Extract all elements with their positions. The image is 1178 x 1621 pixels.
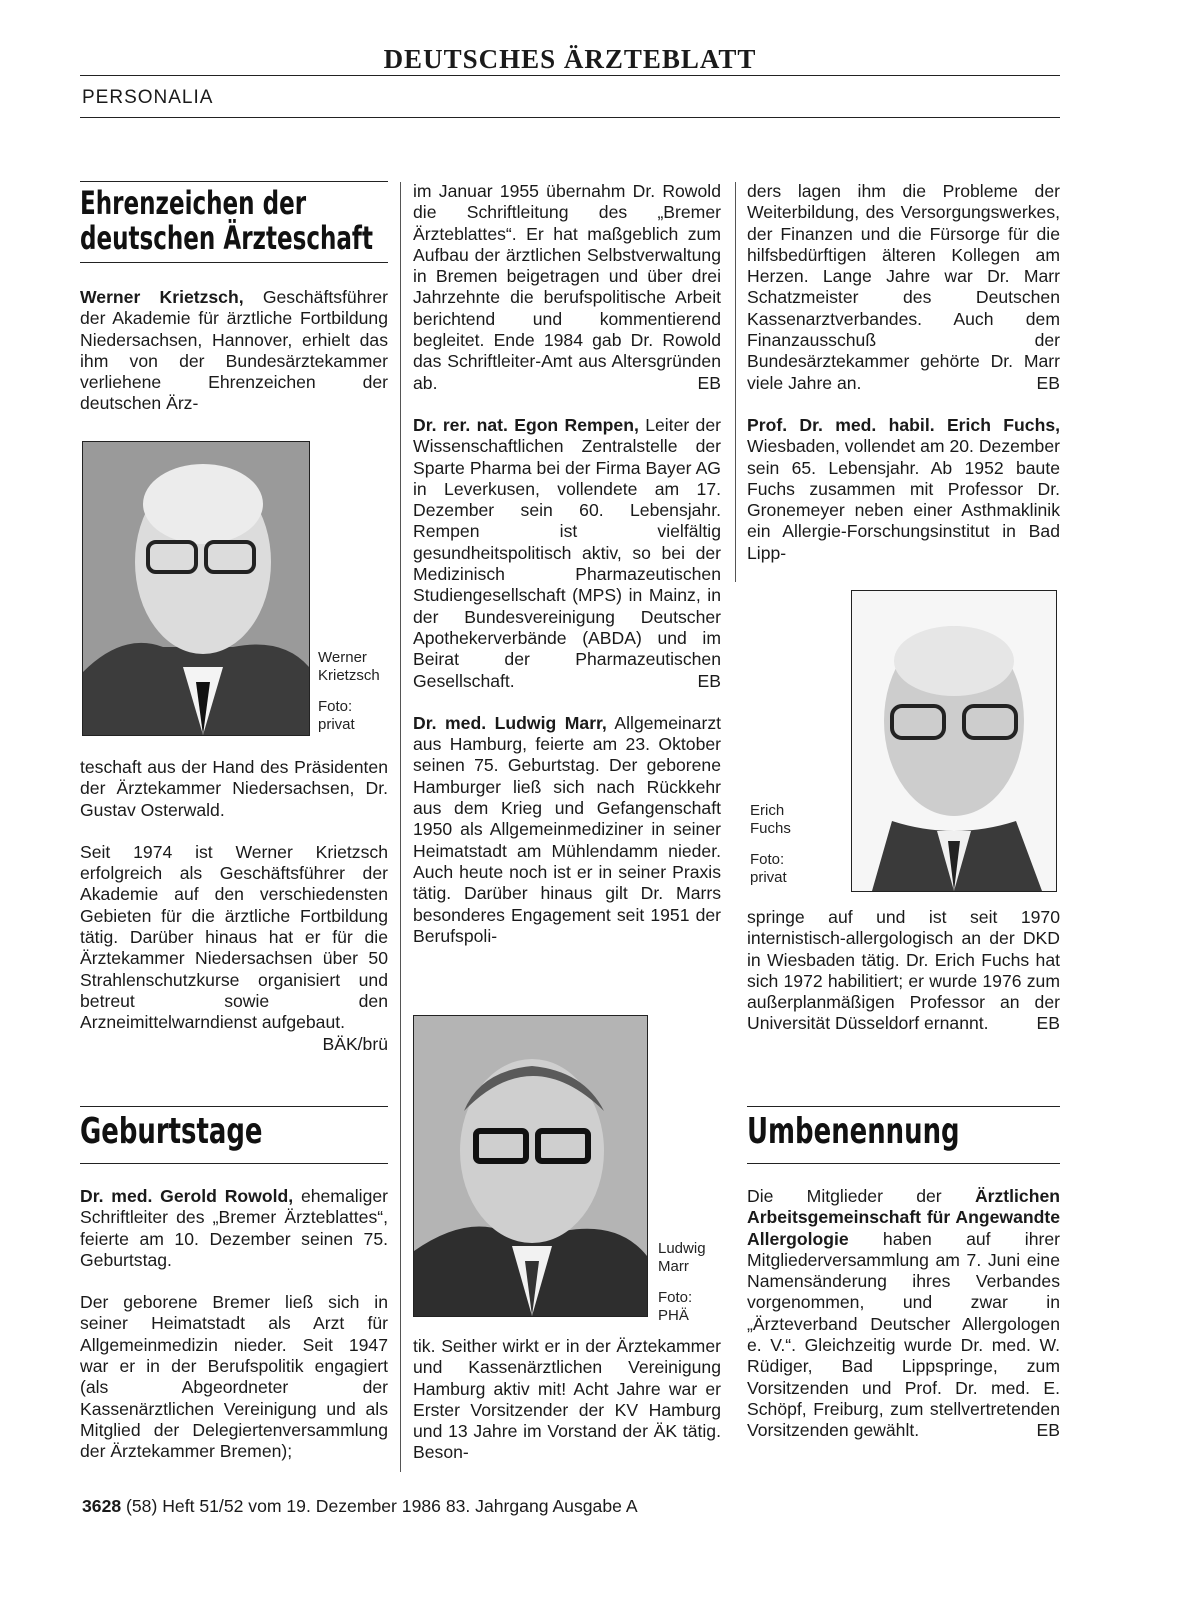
article-title-umbenennung: Umbenennung [747,1111,960,1152]
photo-caption-fuchs: Erich Fuchs Foto: privat [750,802,791,886]
headline-rule-bottom [80,262,388,263]
article-body-ehrenzeichen: Werner Krietzsch, Geschäftsführer der Akademie für ärztliche Fortbildung Niedersachsen, Hannover, erhielt das ihm von der Bundesärztekammer verliehene Ehrenzeichen der deutschen Ärz- [80,287,388,414]
article-title-geburtstage: Geburtstage [80,1111,263,1152]
headline-rule-top [80,181,388,182]
headline-rule-top [80,1106,388,1107]
photo-caption-krietzsch: Werner Krietzsch Foto: privat [318,649,380,733]
section-rule [80,117,1060,118]
headline-rule-bottom [747,1163,1060,1164]
article-body-geburtstage: Dr. med. Gerold Rowold, ehemaliger Schriftleiter des „Bremer Ärzteblattes“, feierte am 10. Dezember seinen 75. Geburtstag. Der geborene Bremer ließ sich in seiner Heimatstadt als Arzt für Allgemeinmedizin nieder. Seit 1947 war er in der Berufspolitik engagiert (als Abgeordneter der Kassenärztlichen Vereinigung und als Mitglied der Delegiertenversammlung der Ärztekammer Bremen); [80,1186,388,1462]
article-body-rowold-cont: im Januar 1955 übernahm Dr. Rowold die Schriftleitung des „Bremer Ärzteblattes“. Er hat maßgeblich zum Aufbau der ärztlichen Selbstverwaltung in Bremen beigetragen und über drei Jahrzehnte die berufspolitische Arbeit berichtend und kommentierend begleitet. Ende 1984 gab Dr. Rowold das Schriftleiter-Amt aus Altersgründen ab. EB Dr. rer. nat. Egon Rempen, Leiter der Wissenschaftlichen Zentralstelle der Sparte Pharma bei der Firma Bayer AG in Leverkusen, vollendete am 17. Dezember sein 60. Lebensjahr. Rempen ist vielfältig gesundheitspolitisch aktiv, so bei der Medizinisch Pharmazeutischen Studiengesellschaft (MPS) in Mainz, in der Bundesvereinigung Deutscher Apothekerverbände (ABDA) und im Beirat der Pharmazeutischen Gesellschaft. EB Dr. med. Ludwig Marr, Allgemeinarzt aus Hamburg, feierte am 23. Oktober seinen 75. Geburtstag. Der geborene Hamburger ließ sich nach Rückkehr aus dem Krieg und Gefangenschaft 1950 als Allgemeinmediziner in seiner Heimatstadt am Mühlendamm nieder. Auch heute noch ist er in seiner Praxis tätig. Darüber hinaus gilt Dr. Marrs besonderes Engagement seit 1951 der Berufspoli- [413,181,721,946]
masthead-rule [80,75,1060,76]
article-title-ehrenzeichen: Ehrenzeichen der deutschen Ärzteschaft [80,184,373,257]
article-body-marr-cont: tik. Seither wirkt er in der Ärztekammer und Kassenärztlichen Vereinigung Hamburg aktiv mit! Acht Jahre war er Erster Vorsitzender der KV Hamburg und 13 Jahre im Vorstand der ÄK tätig. Beson- [413,1336,721,1463]
page-number: 3628 [82,1496,122,1516]
column-divider [400,182,401,1472]
photo-caption-marr: Ludwig Marr Foto: PHÄ [658,1240,706,1324]
headline-rule-top [747,1106,1060,1107]
masthead: DEUTSCHES ÄRZTEBLATT [383,44,757,74]
section-label: PERSONALIA [82,87,214,108]
page-footer [82,1496,638,1517]
portrait-photo-marr [413,1015,648,1317]
issue-info: (58) Heft 51/52 vom 19. Dezember 1986 83. Jahrgang Ausgabe A [121,1496,638,1516]
column-divider [735,182,736,582]
portrait-photo-krietzsch [82,441,310,736]
article-body-fuchs-cont: springe auf und ist seit 1970 internistisch-allergologisch an der DKD in Wiesbaden tätig. Dr. Erich Fuchs hat sich 1972 habilitiert; er wurde 1976 zum außerplanmäßigen Professor an der Universität Düsseldorf ernannt. EB [747,907,1060,1034]
article-body-umbenennung: Die Mitglieder der Ärztlichen Arbeitsgemeinschaft für Angewandte Allergologie haben auf ihrer Mitgliederversammlung am 7. Juni eine Namensänderung ihres Verbandes vorgenommen, und zwar in „Ärzteverband Deutscher Allergologen e. V.“. Gleichzeitig wurde Dr. med. W. Rüdiger, Bad Lippspringe, zum Vorsitzenden und Prof. Dr. med. E. Schöpf, Freiburg, zum stellvertretenden Vorsitzenden gewählt. EB [747,1186,1060,1441]
portrait-photo-fuchs [851,590,1057,892]
article-body-marr-cont2: ders lagen ihm die Probleme der Weiterbildung, des Versorgungswerkes, der Finanzen und die Fürsorge für die hilfsbedürftigen älteren Kollegen am Herzen. Lange Jahre war Dr. Marr Schatzmeister des Deutschen Kassenarztverbandes. Auch dem Finanzausschuß der Bundesärztekammer gehörte Dr. Marr viele Jahre an. EB Prof. Dr. med. habil. Erich Fuchs, Wiesbaden, vollendet am 20. Dezember sein 65. Lebensjahr. Ab 1952 baute Fuchs zusammen mit Professor Dr. Gronemeyer neben einer Asthmaklinik ein Allergie-Forschungsinstitut in Bad Lipp- [747,181,1060,563]
headline-rule-bottom [80,1163,388,1164]
article-body-ehrenzeichen-cont: teschaft aus der Hand des Präsidenten der Ärztekammer Niedersachsen, Dr. Gustav Osterwald. Seit 1974 ist Werner Krietzsch erfolgreich als Geschäftsführer der Akademie auf den verschiedensten Gebieten für die ärztliche Fortbildung tätig. Darüber hinaus hat er für die Ärztekammer Niedersachsen über 50 Strahlenschutzkurse organisiert und betreut sowie den Arzneimittelwarndienst aufgebaut. BÄK/brü [80,757,388,1054]
